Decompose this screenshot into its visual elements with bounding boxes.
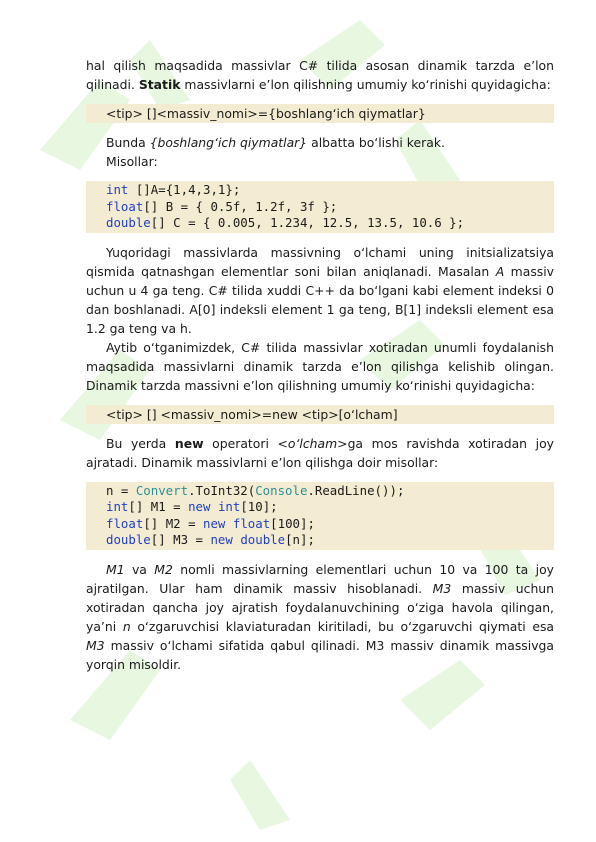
text-run: nomli massivlarning elementlari uchun 10 va 100 ta joy ajratilgan. Ular ham dinamik massiv hisoblanadi.: [86, 561, 554, 596]
italic-term: {boshlang‘ich qiymatlar}: [149, 135, 308, 150]
italic-term: A: [495, 263, 505, 279]
code-block-static-arrays: [86, 181, 554, 233]
code-text: [] B = { 0.5f, 1.2f, 3f };: [143, 198, 338, 214]
syntax-dynamic-declaration: <tip> [] <massiv_nomi>=new <tip>[o‘lcham]: [86, 405, 554, 424]
italic-term: M2: [154, 561, 173, 577]
text-run: operatori: [203, 435, 278, 451]
code-text: .ReadLine());: [307, 482, 405, 498]
code-text: [10];: [240, 499, 278, 514]
code-type: Console: [255, 482, 308, 498]
code-block-dynamic-arrays: [86, 482, 554, 550]
code-text: [] M1 =: [128, 499, 189, 514]
text-run: o‘zgaruvchisi klaviaturadan kiritiladi, bu o‘zgaruvchi qiymati esa: [130, 618, 554, 634]
italic-term: M1: [106, 561, 125, 577]
italic-term: M3: [86, 637, 105, 653]
code-type: Convert: [135, 482, 189, 498]
code-keyword: int: [106, 499, 129, 514]
paragraph-dynamic-examples-explanation: [86, 560, 554, 674]
code-keyword: double: [240, 532, 286, 547]
text-run: Bunda: [106, 135, 150, 150]
code-text: n =: [106, 482, 136, 498]
text-run: massivlarni e’lon qilishning umumiy ko‘rinishi quyidagicha:: [180, 77, 551, 92]
text-run: hal qilish maqsadida massivlar C# tilida asosan dinamik tarzda e’lon qilinadi.: [86, 58, 554, 92]
text-run: massiv uchun xotiradan qancha joy ajratish foydalanuvchining o‘ziga havola qilingan, ya’ni: [86, 580, 554, 634]
text-run: Bu yerda: [106, 435, 175, 451]
text-run: albatta bo‘lishi kerak.: [307, 135, 445, 150]
italic-term: n: [122, 618, 131, 634]
code-text: .ToInt32(: [188, 482, 256, 498]
code-keyword: new: [188, 499, 211, 514]
italic-term: <o‘lcham>: [277, 435, 348, 451]
code-keyword: double: [106, 532, 151, 547]
code-keyword: float: [106, 515, 144, 531]
paragraph-array-size-explanation: [86, 243, 554, 338]
paragraph-dynamic-intro: Aytib o‘tganimizdek, C# tilida massivlar xotiradan unumli foydalanish maqsadida massivlarni dinamik tarzda e’lon qilishga kelishib olingan. Dinamik tarzda massivni e’lon qilishning umumiy ko‘rinishi quyidagicha:: [86, 339, 554, 393]
code-text: [] M3 =: [150, 532, 211, 547]
paragraph-new-operator: [86, 434, 554, 472]
syntax-static-declaration: <tip> []<massiv_nomi>={boshlang‘ich qiymatlar}: [86, 104, 554, 123]
paragraph-static-intro: [86, 56, 554, 94]
code-text: [] M2 =: [143, 515, 203, 531]
code-text: [225, 516, 232, 531]
code-keyword: int: [106, 182, 129, 197]
code-keyword: new: [210, 532, 233, 547]
bold-term-static: Statik: [138, 77, 181, 92]
code-keyword: float: [232, 515, 271, 531]
italic-term: M3: [432, 580, 452, 596]
bold-term-new: new: [174, 435, 204, 451]
text-run: massiv uchun u 4 ga teng. C# tilida xuddi C++ da bo‘lgani kabi element indeksi 0 dan boshlanadi. A[0] indeksli element 1 ga teng, B[1] indeksli element esa 1.2 ga teng va h.: [86, 263, 555, 336]
code-text: []A={1,4,3,1};: [128, 182, 241, 197]
text-run: va: [124, 561, 155, 577]
examples-label: Misollar:: [106, 154, 158, 169]
code-text: [210, 499, 217, 514]
text-run: massiv o‘lchami sifatida qabul qilinadi. M3 massiv dinamik massivga yorqin misoldir.: [86, 637, 554, 672]
code-text: [n];: [285, 532, 315, 547]
text-run: Yuqoridagi massivlarda massivning o‘lchami uning initsializatsiya qismida qatnashgan elementlar soni bilan aniqlanadi. Masalan: [86, 244, 554, 279]
code-text: [] C = { 0.005, 1.234, 12.5, 13.5, 10.6 };: [150, 215, 465, 230]
document-body: [86, 56, 554, 674]
text-run: ga mos ravishda xotiradan joy ajratadi. Dinamik massivlarni e’lon qilishga doir misollar:: [86, 435, 554, 470]
code-text: [100];: [270, 515, 315, 531]
paragraph-initial-values-note: [86, 133, 554, 152]
code-keyword: float: [106, 198, 144, 214]
code-keyword: new: [203, 515, 226, 531]
code-keyword: int: [217, 499, 241, 514]
code-keyword: double: [106, 215, 151, 230]
